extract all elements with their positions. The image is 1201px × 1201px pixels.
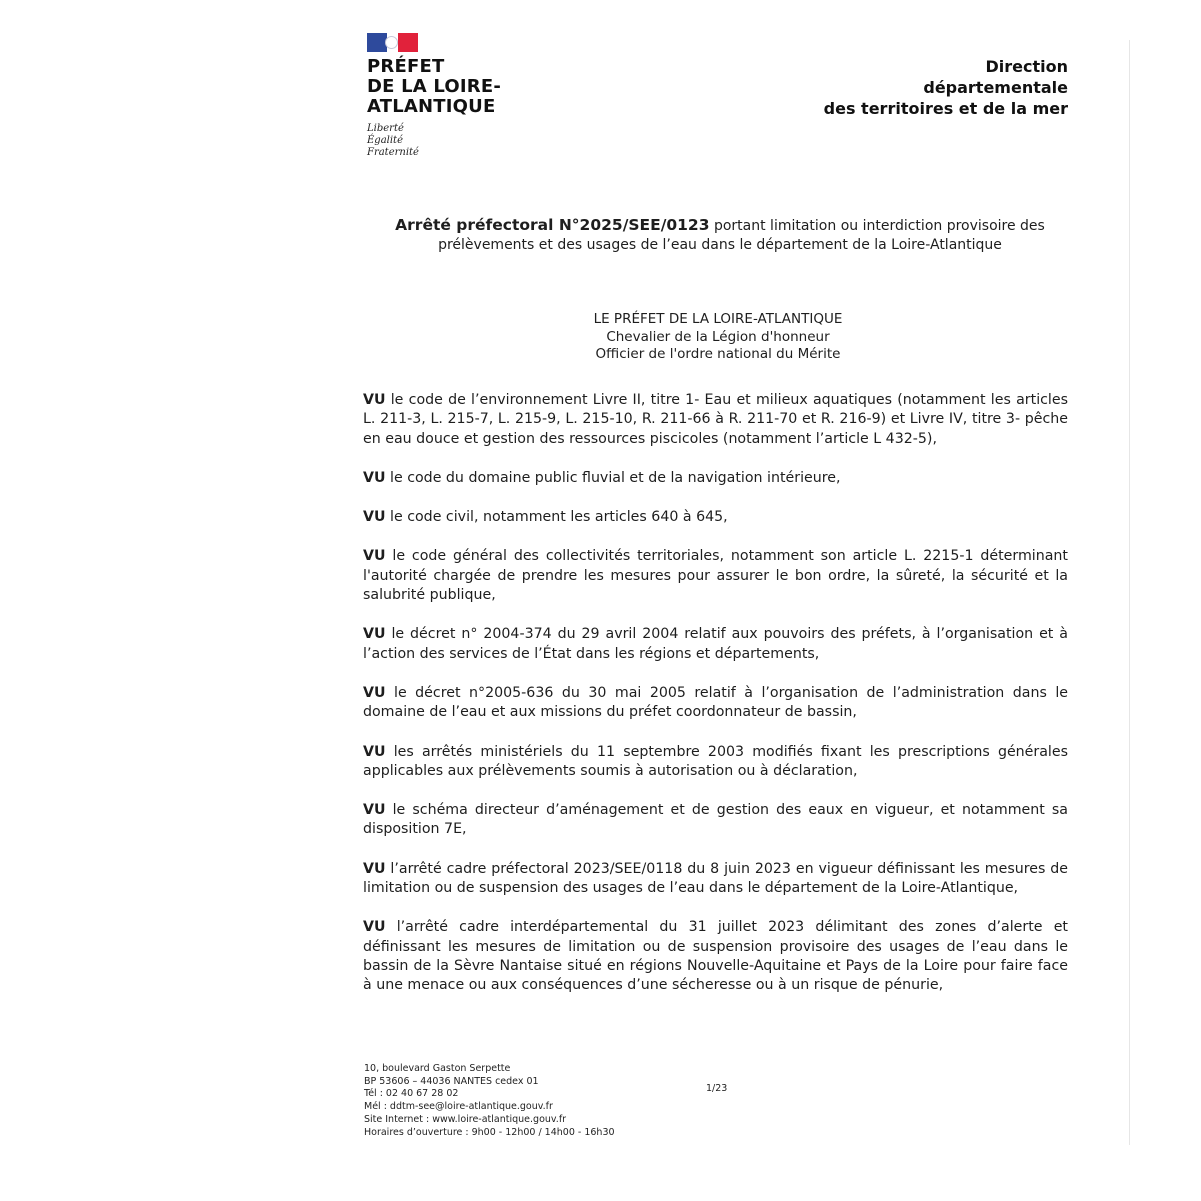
motto-line: Liberté <box>367 123 404 134</box>
authority-line: Chevalier de la Légion d'honneur <box>606 328 830 345</box>
visa-text: le code général des collectivités territoriales, notamment son article L. 2215-1 déterminant l'autorité chargée de prendre les mesures pour assurer le bon ordre, la sûreté, la sécurité et la salubrité publique, <box>363 548 1068 604</box>
republic-motto <box>367 123 567 159</box>
visa-text: l’arrêté cadre préfectoral 2023/SEE/0118 du 8 juin 2023 en vigueur définissant les mesures de limitation ou de suspension des usages de l’eau dans le département de la Loire-Atlantique, <box>363 860 1068 897</box>
authority-line: Officier de l'ordre national du Mérite <box>595 346 841 362</box>
flag-red-band <box>398 33 418 52</box>
authority-line: LE PRÉFET DE LA LOIRE-ATLANTIQUE <box>593 311 843 327</box>
page-number: 1/23 <box>706 1083 728 1094</box>
prefet-line: PRÉFET <box>367 56 445 77</box>
visa-paragraph <box>363 508 1068 527</box>
visas-list <box>363 391 1068 1016</box>
document-title <box>370 216 1070 255</box>
direction-line: Direction <box>985 57 1068 76</box>
visa-paragraph <box>363 918 1068 995</box>
visa-text: le décret n°2005-636 du 30 mai 2005 relatif à l’organisation de l’administration dans le domaine de l’eau et aux missions du préfet coordonnateur de bassin, <box>363 684 1068 721</box>
french-flag-icon <box>367 33 418 52</box>
visa-paragraph <box>363 684 1068 723</box>
prefet-name <box>367 57 567 117</box>
visa-text: les arrêtés ministériels du 11 septembre 2003 modifiés fixant les prescriptions générales applicables aux prélèvements soumis à autorisation ou à déclaration, <box>363 743 1068 779</box>
visa-paragraph <box>363 625 1068 664</box>
direction-line: départementale <box>923 78 1068 97</box>
footer-line: Horaires d’ouverture : 9h00 - 12h00 / 14h00 - 16h30 <box>364 1126 615 1138</box>
scan-edge-line <box>1129 40 1130 1145</box>
footer-line: BP 53606 – 44036 NANTES cedex 01 <box>364 1075 539 1087</box>
visa-keyword: VU <box>363 919 386 936</box>
visa-text: l’arrêté cadre interdépartemental du 31 juillet 2023 délimitant des zones d’alerte et définissant les mesures de limitation ou de suspension provisoire des usages de l’eau dans le bassin de la Sèvre Nantaise situé en régions Nouvelle-Aquitaine et Pays de la Loire pour faire face à une menace ou aux conséquences d’une sécheresse ou à un risque de pénurie, <box>363 919 1068 994</box>
authority-block <box>368 311 1068 364</box>
prefecture-logo-block <box>367 33 567 159</box>
motto-line: Fraternité <box>367 147 419 158</box>
motto-line: Égalité <box>367 135 403 146</box>
visa-paragraph <box>363 801 1068 840</box>
issuing-direction <box>824 56 1068 119</box>
marianne-icon <box>385 36 398 49</box>
footer-line: Site Internet : www.loire-atlantique.gouv.fr <box>364 1113 567 1125</box>
visa-text: le décret n° 2004-374 du 29 avril 2004 relatif aux pouvoirs des préfets, à l’organisation et à l’action des services de l’État dans les régions et départements, <box>363 626 1068 662</box>
visa-text: le code de l’environnement Livre II, titre 1- Eau et milieux aquatiques (notamment les articles L. 211-3, L. 215-7, L. 215-9, L. 215-10, R. 211-66 à R. 211-70 et R. 216-9) et Livre IV, titre 3- pêche en eau douce et gestion des ressources piscicoles (notamment l’article L 432-5), <box>363 392 1068 447</box>
title-bold: Arrêté préfectoral N°2025/SEE/0123 <box>395 216 710 234</box>
footer-line: 10, boulevard Gaston Serpette <box>364 1063 511 1074</box>
title-rest: portant limitation ou interdiction provisoire des prélèvements et des usages de l’eau dans le département de la Loire-Atlantique <box>438 218 1045 253</box>
visa-keyword: VU <box>363 743 386 760</box>
visa-keyword: VU <box>363 469 386 486</box>
visa-text: le schéma directeur d’aménagement et de gestion des eaux en vigueur, et notamment sa disposition 7E, <box>363 802 1068 838</box>
visa-keyword: VU <box>363 802 386 819</box>
visa-keyword: VU <box>363 684 386 701</box>
visa-text: le code du domaine public fluvial et de la navigation intérieure, <box>385 469 841 486</box>
visa-keyword: VU <box>363 392 386 408</box>
visa-paragraph <box>363 743 1068 782</box>
visa-paragraph <box>363 860 1068 899</box>
direction-line: des territoires et de la mer <box>823 99 1068 118</box>
footer-line: Mél : ddtm-see@loire-atlantique.gouv.fr <box>364 1101 553 1113</box>
prefet-line: DE LA LOIRE- <box>367 76 502 97</box>
flag-blue-band <box>367 33 387 52</box>
visa-text: le code civil, notamment les articles 640 à 645, <box>385 509 728 526</box>
footer-line: Tél : 02 40 67 28 02 <box>364 1088 459 1100</box>
visa-paragraph <box>363 469 1068 488</box>
visa-keyword: VU <box>363 860 386 877</box>
visa-keyword: VU <box>363 548 386 565</box>
visa-paragraph <box>363 391 1068 449</box>
visa-keyword: VU <box>363 626 386 643</box>
visa-paragraph <box>363 547 1068 605</box>
contact-footer <box>364 1063 615 1139</box>
prefet-line: ATLANTIQUE <box>367 96 496 117</box>
visa-keyword: VU <box>363 509 386 526</box>
